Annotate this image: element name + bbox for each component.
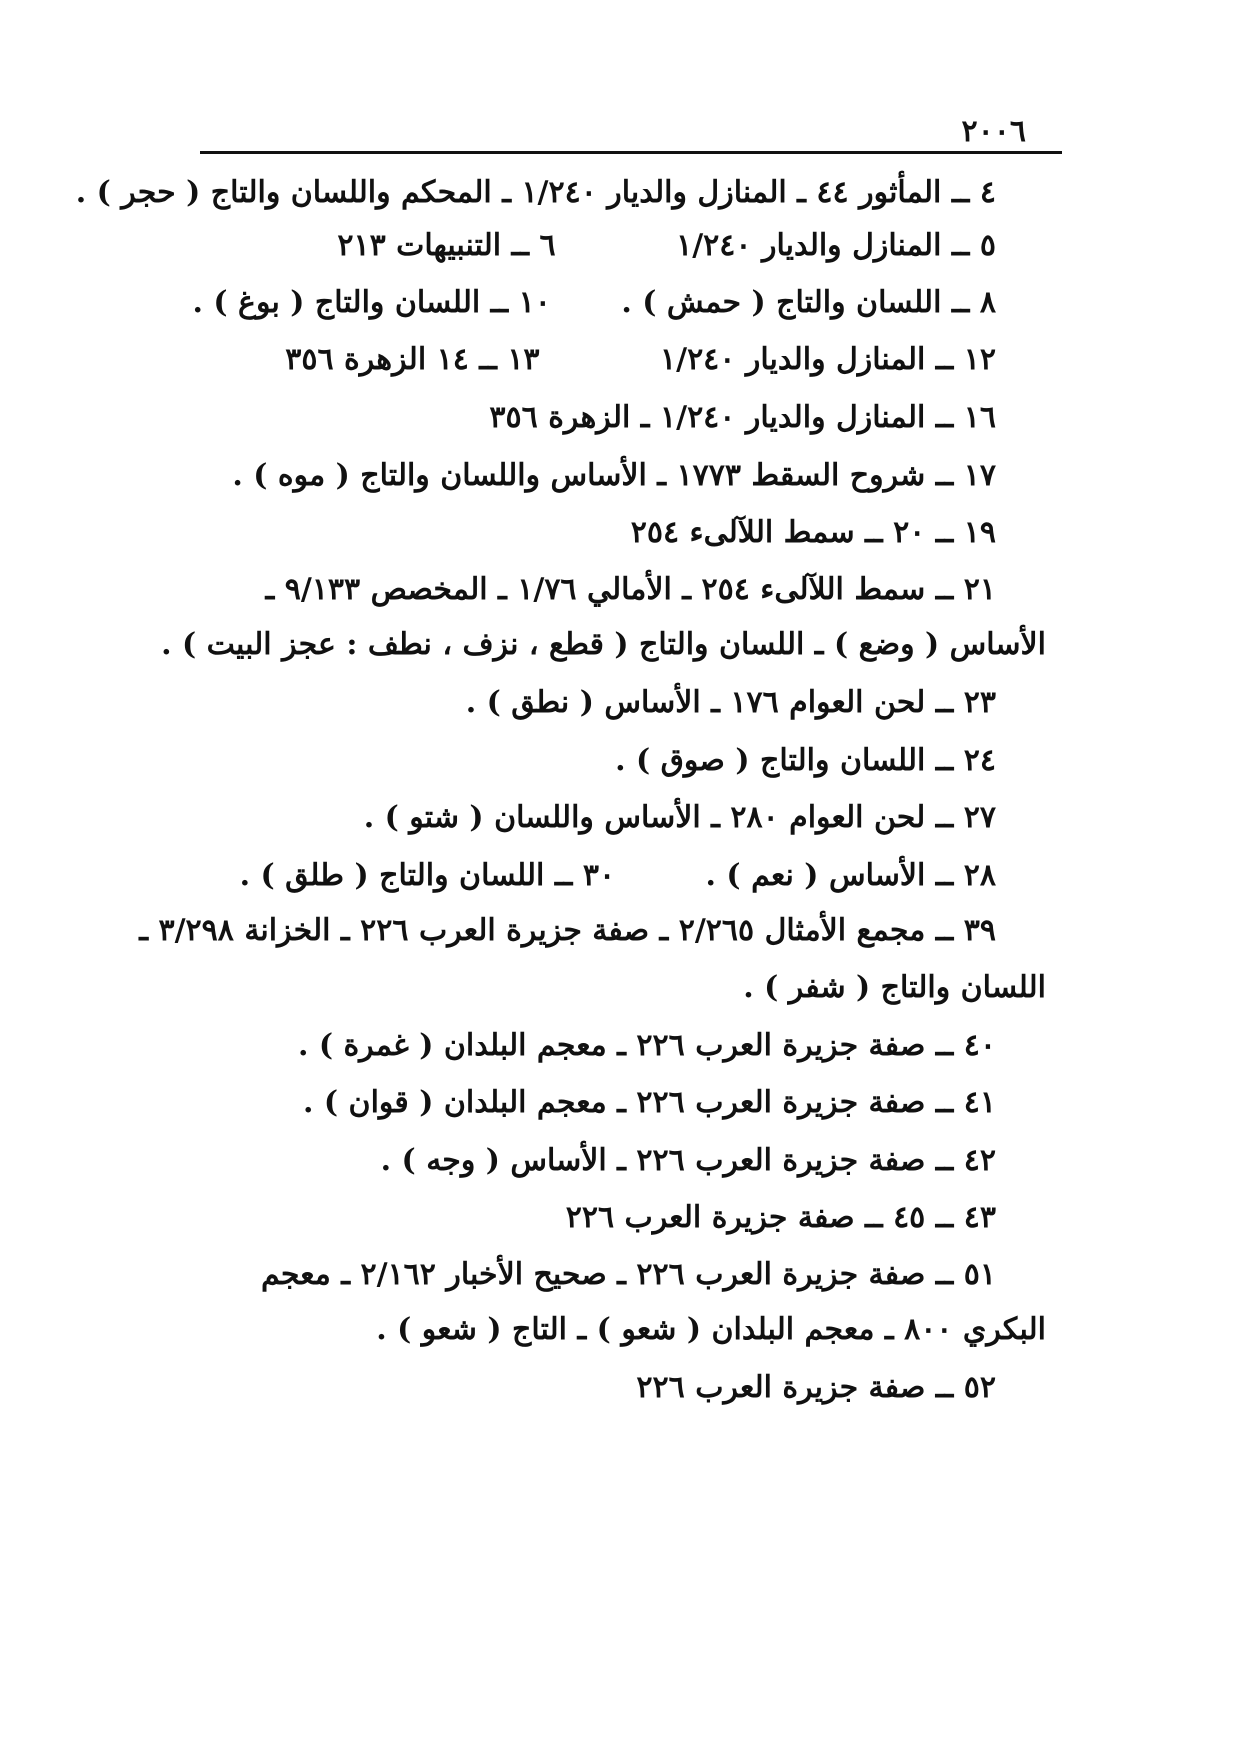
- reference-line-21: [376, 1307, 1046, 1353]
- reference-line-8: [266, 567, 996, 613]
- reference-line-11: [615, 738, 996, 784]
- reference-line-1: [76, 170, 996, 216]
- reference-text: ١٦ ــ المنازل والديار ١/٢٤٠ ـ الزهرة ٣٥٦: [489, 400, 996, 435]
- reference-line-15: [743, 965, 1046, 1011]
- header-rule: [200, 151, 1062, 154]
- reference-text: ٤ ــ المأثور ٤٤ ـ المنازل والديار ١/٢٤٠ ـ المحكم واللسان والتاج ( حجر ) .: [75, 175, 996, 210]
- reference-line-6: [232, 453, 996, 499]
- reference-text: ٢١ ــ سمط اللآلىء ٢٥٤ ـ الأمالي ١/٧٦ ـ المخصص ٩/١٣٣ ـ: [265, 572, 996, 607]
- reference-line-3: [193, 280, 996, 326]
- reference-text-secondary: ٣٠ ــ اللسان والتاج ( طلق ) .: [239, 858, 616, 893]
- reference-line-7: [631, 510, 996, 556]
- reference-text: ٨ ــ اللسان والتاج ( حمش ) .: [621, 285, 996, 320]
- reference-line-5: [489, 395, 996, 441]
- reference-line-17: [303, 1080, 996, 1126]
- reference-text: ١٢ ــ المنازل والديار ١/٢٤٠: [660, 342, 996, 377]
- reference-text: ٢٧ ــ لحن العوام ٢٨٠ ـ الأساس واللسان ( شتو ) .: [363, 800, 996, 835]
- reference-text: البكري ٨٠٠ ـ معجم البلدان ( شعو ) ـ التاج ( شعو ) .: [376, 1312, 1046, 1347]
- page-number: ٢٠٠٦: [961, 114, 1026, 149]
- reference-text: ١٩ ــ ٢٠ ــ سمط اللآلىء ٢٥٤: [630, 515, 996, 550]
- reference-text: ١٧ ــ شروح السقط ١٧٧٣ ـ الأساس واللسان والتاج ( موه ) .: [232, 458, 996, 493]
- reference-line-18: [381, 1138, 996, 1184]
- reference-line-20: [261, 1252, 996, 1298]
- reference-text: ٢٣ ــ لحن العوام ١٧٦ ـ الأساس ( نطق ) .: [465, 685, 996, 720]
- reference-text-secondary: ١٠ ــ اللسان والتاج ( بوغ ) .: [192, 285, 551, 320]
- reference-text-secondary: ٦ ــ التنبيهات ٢١٣: [337, 228, 556, 263]
- reference-line-13: [240, 853, 996, 899]
- reference-text-secondary: ١٣ ــ ١٤ الزهرة ٣٥٦: [285, 342, 540, 377]
- reference-line-9: [161, 622, 1046, 668]
- reference-text: ٤١ ــ صفة جزيرة العرب ٢٢٦ ـ معجم البلدان ( قوان ) .: [303, 1085, 996, 1120]
- reference-text: ٥١ ــ صفة جزيرة العرب ٢٢٦ ـ صحيح الأخبار ٢/١٦٢ ـ معجم: [260, 1257, 996, 1292]
- reference-text: ٤٣ ــ ٤٥ ــ صفة جزيرة العرب ٢٢٦: [565, 1200, 996, 1235]
- reference-line-22: [636, 1365, 996, 1411]
- reference-text: الأساس ( وضع ) ـ اللسان والتاج ( قطع ، نزف ، نطف : عجز البيت ) .: [161, 627, 1046, 662]
- reference-line-14: [139, 908, 996, 954]
- reference-text: ٢٨ ــ الأساس ( نعم ) .: [705, 858, 996, 893]
- reference-line-19: [566, 1195, 996, 1241]
- reference-line-10: [466, 680, 996, 726]
- reference-text: اللسان والتاج ( شفر ) .: [743, 970, 1046, 1005]
- reference-text: ٢٤ ــ اللسان والتاج ( صوق ) .: [615, 743, 996, 778]
- reference-line-16: [298, 1023, 996, 1069]
- reference-line-12: [364, 795, 996, 841]
- reference-text: ٥٢ ــ صفة جزيرة العرب ٢٢٦: [636, 1370, 996, 1405]
- reference-line-4: [285, 337, 996, 383]
- reference-text: ٤٠ ــ صفة جزيرة العرب ٢٢٦ ـ معجم البلدان ( غمرة ) .: [297, 1028, 996, 1063]
- reference-text: ٤٢ ــ صفة جزيرة العرب ٢٢٦ ـ الأساس ( وجه ) .: [380, 1143, 996, 1178]
- reference-text: ٣٩ ــ مجمع الأمثال ٢/٢٦٥ ـ صفة جزيرة العرب ٢٢٦ ـ الخزانة ٣/٢٩٨ ـ: [139, 913, 996, 948]
- reference-text: ٥ ــ المنازل والديار ١/٢٤٠: [676, 228, 996, 263]
- reference-line-2: [337, 223, 996, 269]
